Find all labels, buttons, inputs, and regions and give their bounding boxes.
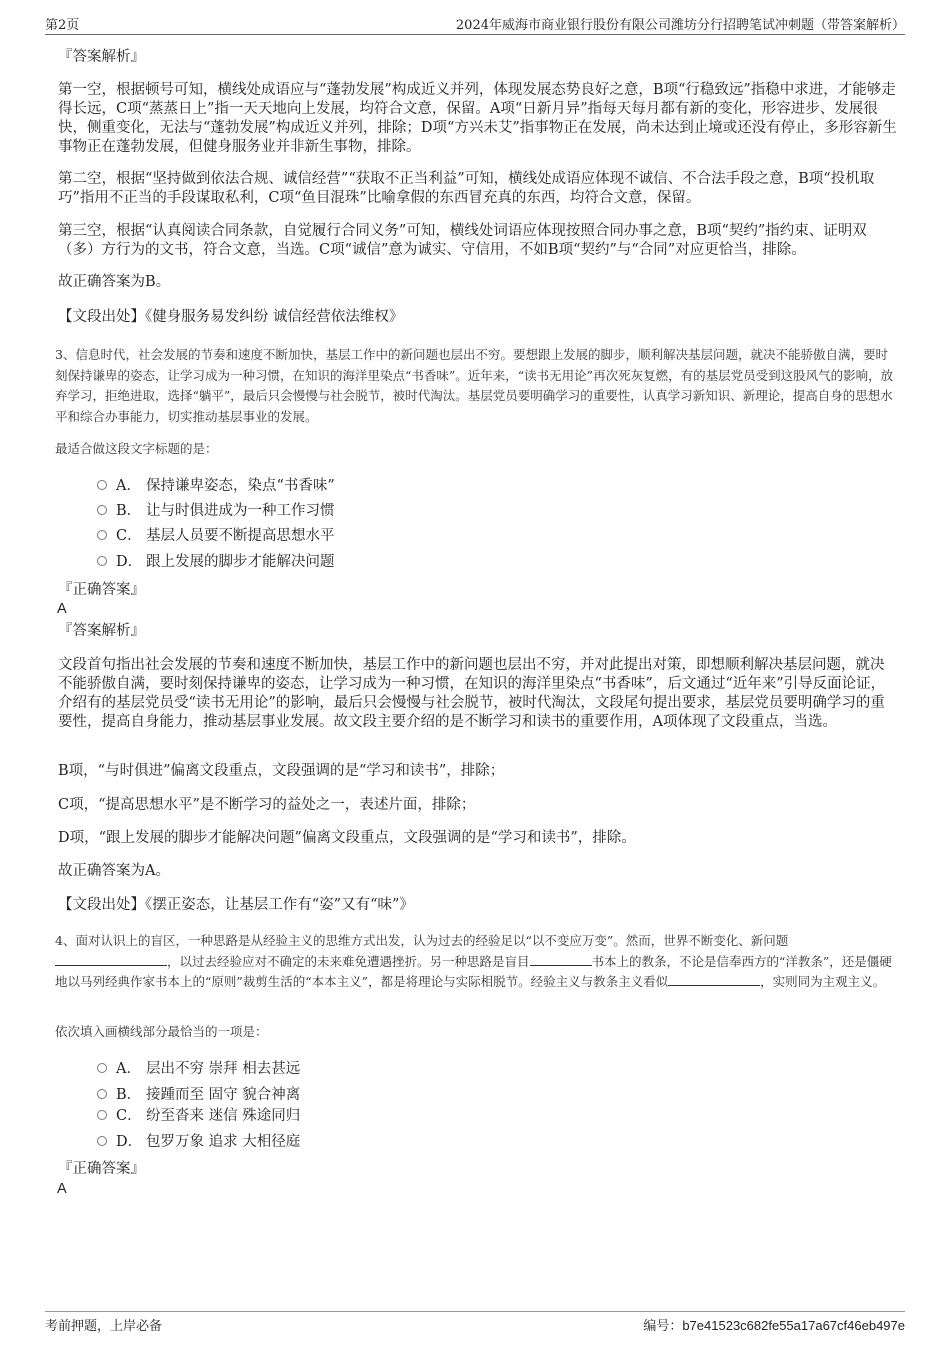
q3-option-c[interactable]: C． 基层人员要不断提高思想水平 xyxy=(97,525,335,547)
q2-analysis-para-3: 第三空，根据“认真阅读合同条款，自觉履行合同义务”可知，横线处词语应体现按照合同办事之意，B项“契约”指约束、证明双（多）方行为的文书，符合文意，当选。C项“诚信”意为诚实、守信用，不如B项“契约”与“合同”对应更恰当，排除。 xyxy=(58,223,867,258)
q3-answer: A xyxy=(57,601,67,617)
q3-conclusion: 故正确答案为A。 xyxy=(58,863,170,879)
q4-blank-3 xyxy=(668,972,760,986)
q3-analysis-c: C项，“提高思想水平”是不断学习的益处之一，表述片面，排除； xyxy=(58,797,476,813)
q3-analysis-label: 『答案解析』 xyxy=(58,623,145,639)
q4-option-a[interactable]: A． 层出不穷 崇拜 相去甚远 xyxy=(97,1058,300,1080)
radio-icon[interactable] xyxy=(97,1110,107,1120)
q3-analysis-para-1: 文段首句指出社会发展的节奏和速度不断加快，基层工作中的新问题也层出不穷，并对此提出对策，即想顺利解决基层问题，就决不能骄傲自满，要时刻保持谦卑的姿态，让学习成为一种习惯，在知识的海洋里染点“书香味”，后文通过“近年来”引导反面论证，介绍有的基层党员受“读书无用论”的影响，最后只会慢慢与社会脱节，被时代淘汰，文段尾句提出要求，基层党员要明确学习的重要性，提高自身能力，推动基层事业发展。故文段主要介绍的是不断学习和读书的重要作用，A项体现了文段重点，当选。 xyxy=(58,657,886,730)
q2-analysis-para-2: 第二空，根据“坚持做到依法合规、诚信经营”“获取不正当利益”可知，横线处成语应体现不诚信、不合法手段之意，B项“投机取巧”指用不正当的手段谋取私利，C项“鱼目混珠”比喻拿假的东西冒充真的东西，均符合文意，保留。 xyxy=(58,171,875,206)
radio-icon[interactable] xyxy=(97,1089,107,1099)
page-header xyxy=(45,14,905,35)
q4-blank-2 xyxy=(530,952,592,966)
q4-blank-1 xyxy=(55,952,167,966)
q3-analysis-d: D项，“跟上发展的脚步才能解决问题”偏离文段重点，文段强调的是“学习和读书”，排除。 xyxy=(58,830,636,846)
radio-icon[interactable] xyxy=(97,505,107,515)
q3-prompt: 最适合做这段文字标题的是： xyxy=(55,441,218,456)
q4-answer: A xyxy=(57,1181,67,1197)
radio-icon[interactable] xyxy=(97,1136,107,1146)
q4-stem: 4、面对认识上的盲区，一种思路是从经验主义的思维方式出发，认为过去的经验足以“以不变应万变”。然而，世界不断变化、新问题 ，以过去经验应对不确定的未来难免遭遇挫折。另一种思路是盲目 书本上的教条，不论是信奉西方的“洋教条”，还是僵硬地以马列经典作家书本上的“原则”裁剪生活的“本本主义”，都是将理论与实际相脱节。经验主义与教条主义看似 ，实则同为主观主义。 xyxy=(55,933,892,989)
q2-analysis-para-1: 第一空，根据顿号可知，横线处成语应与“蓬勃发展”构成近义并列，体现发展态势良好之意，B项“行稳致远”指稳中求进，才能够走得长远，C项“蒸蒸日上”指一天天地向上发展，均符合文意，保留。A项“日新月异”指每天每月都有新的变化，形容进步、发展很快，侧重变化，无法与“蓬勃发展”构成近义并列，排除；D项“方兴未艾”指事物正在发展，尚未达到止境或还没有停止，多形容新生事物正在蓬勃发展，但健身服务业并非新生事物，排除。 xyxy=(58,82,897,155)
q2-conclusion: 故正确答案为B。 xyxy=(58,274,171,290)
q2-source: 【文段出处】《健身服务易发纠纷 诚信经营依法维权》 xyxy=(58,309,404,325)
radio-icon[interactable] xyxy=(97,530,107,540)
q4-option-c[interactable]: C． 纷至沓来 迷信 殊途同归 xyxy=(97,1105,300,1127)
q4-prompt: 依次填入画横线部分最恰当的一项是： xyxy=(55,1024,268,1039)
q4-option-b[interactable]: B． 接踵而至 固守 貌合神离 xyxy=(97,1084,300,1106)
footer-slogan: 考前押题，上岸必备 xyxy=(45,1319,163,1334)
q4-answer-label: 『正确答案』 xyxy=(58,1161,145,1177)
page-number: 第2页 xyxy=(45,18,80,33)
q3-option-d[interactable]: D． 跟上发展的脚步才能解决问题 xyxy=(97,551,335,573)
q3-source: 【文段出处】《摆正姿态，让基层工作有“姿”又有“味”》 xyxy=(58,897,414,913)
q3-option-b[interactable]: B． 让与时俱进成为一种工作习惯 xyxy=(97,500,335,522)
q3-analysis-b: B项，“与时俱进”偏离文段重点，文段强调的是“学习和读书”，排除； xyxy=(58,763,505,779)
q3-option-a[interactable]: A． 保持谦卑姿态，染点“书香味” xyxy=(97,475,335,497)
q4-option-d[interactable]: D． 包罗万象 追求 大相径庭 xyxy=(97,1131,300,1153)
q2-analysis-label: 『答案解析』 xyxy=(58,49,145,65)
radio-icon[interactable] xyxy=(97,556,107,566)
radio-icon[interactable] xyxy=(97,480,107,490)
document-title: 2024年威海市商业银行股份有限公司潍坊分行招聘笔试冲刺题（带答案解析） xyxy=(455,18,905,33)
q3-stem: 3、信息时代，社会发展的节奏和速度不断加快，基层工作中的新问题也层出不穷。要想跟上发展的脚步，顺利解决基层问题，就决不能骄傲自满，要时刻保持谦卑的姿态，让学习成为一种习惯，在知识的海洋里染点“书香味”。近年来，“读书无用论”再次死灰复燃，有的基层党员受到这股风气的影响，放弃学习，拒绝进取，选择“躺平”，最后只会慢慢与社会脱节，被时代淘汰。基层党员要明确学习的重要性，认真学习新知识、新理论，提高自身的思想水平和综合办事能力，切实推动基层事业的发展。 xyxy=(55,347,894,424)
radio-icon[interactable] xyxy=(97,1063,107,1073)
footer-id: 编号：b7e41523c682fe55a17a67cf46eb497e xyxy=(643,1318,905,1333)
page-footer xyxy=(45,1311,905,1334)
q3-answer-label: 『正确答案』 xyxy=(58,582,145,598)
